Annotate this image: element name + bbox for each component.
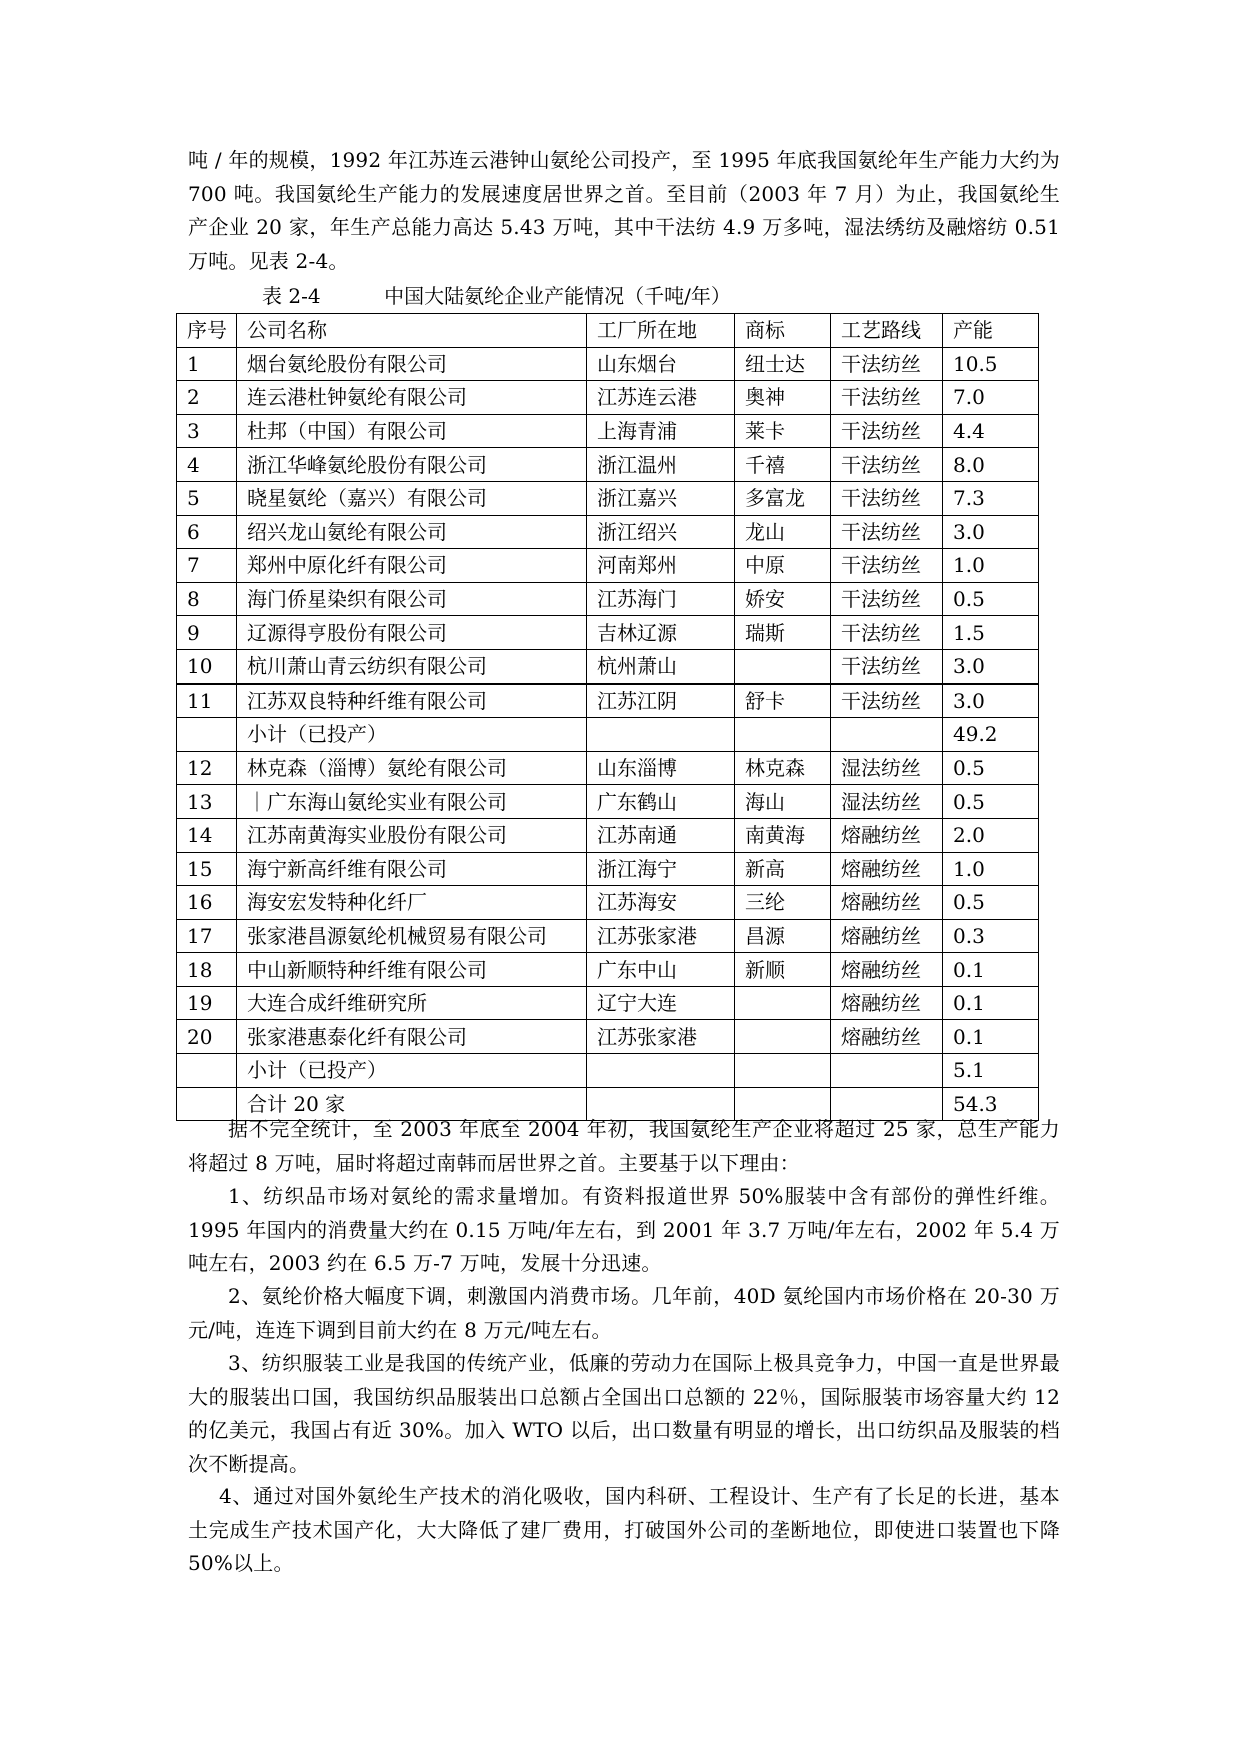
cell-col-index: 6 xyxy=(177,515,237,549)
cell-col-company: 杭川萧山青云纺织有限公司 xyxy=(237,649,587,683)
cell-col-location: 浙江嘉兴 xyxy=(587,481,735,515)
cell-col-index: 8 xyxy=(177,582,237,616)
cell-col-capacity: 0.5 xyxy=(943,886,1039,920)
table-row xyxy=(177,549,1039,583)
cell-col-brand xyxy=(735,1020,831,1054)
cell-col-brand xyxy=(735,986,831,1020)
cell-col-index: 11 xyxy=(177,684,237,718)
cell-col-index: 17 xyxy=(177,919,237,953)
cell-col-index: 16 xyxy=(177,886,237,920)
cell-col-capacity: 3.0 xyxy=(943,649,1039,683)
paragraph-reason-4: 4、通过对国外氨纶生产技术的消化吸收，国内科研、工程设计、生产有了长足的长进，基本土完成生产技术国产化，大大降低了建厂费用，打破国外公司的垄断地位，即使进口装置也下降 50%以上。 xyxy=(188,1484,1060,1575)
cell-col-company: 小计（已投产） xyxy=(237,718,587,752)
cell-col-process: 熔融纺丝 xyxy=(831,1020,943,1054)
cell-col-process: 干法纺丝 xyxy=(831,649,943,683)
cell-col-brand: 新高 xyxy=(735,852,831,886)
cell-col-process: 干法纺丝 xyxy=(831,481,943,515)
table-row xyxy=(177,919,1039,953)
cell-col-location: 浙江海宁 xyxy=(587,852,735,886)
cell-col-capacity: 0.1 xyxy=(943,953,1039,987)
table-row xyxy=(177,684,1039,718)
cell-col-capacity: 0.3 xyxy=(943,919,1039,953)
table-row xyxy=(177,818,1039,852)
cell-col-process: 熔融纺丝 xyxy=(831,953,943,987)
cell-col-index xyxy=(177,1054,237,1088)
cell-col-location: 杭州萧山 xyxy=(587,649,735,683)
cell-col-company: 海宁新高纤维有限公司 xyxy=(237,852,587,886)
cell-col-capacity: 4.4 xyxy=(943,414,1039,448)
cell-col-index xyxy=(177,718,237,752)
cell-col-process: 干法纺丝 xyxy=(831,515,943,549)
cell-col-index: 18 xyxy=(177,953,237,987)
cell-col-location: 山东淄博 xyxy=(587,751,735,785)
cell-col-capacity: 5.1 xyxy=(943,1054,1039,1088)
cell-col-index: 9 xyxy=(177,616,237,650)
cell-col-company: 连云港杜钟氨纶有限公司 xyxy=(237,381,587,415)
cell-col-capacity: 8.0 xyxy=(943,448,1039,482)
cell-col-process: 熔融纺丝 xyxy=(831,818,943,852)
cell-col-brand: 多富龙 xyxy=(735,481,831,515)
cell-col-capacity: 0.5 xyxy=(943,751,1039,785)
cell-col-company: 绍兴龙山氨纶有限公司 xyxy=(237,515,587,549)
table-row xyxy=(177,953,1039,987)
cell-col-capacity: 1.0 xyxy=(943,549,1039,583)
cell-col-brand: 瑞斯 xyxy=(735,616,831,650)
cell-col-brand xyxy=(735,649,831,683)
cell-col-brand: 娇安 xyxy=(735,582,831,616)
cell-col-index: 13 xyxy=(177,785,237,819)
cell-col-location: 广东鹤山 xyxy=(587,785,735,819)
cell-col-location: 江苏张家港 xyxy=(587,919,735,953)
cell-col-location: 上海青浦 xyxy=(587,414,735,448)
cell-col-brand xyxy=(735,1054,831,1088)
header-col-location: 工厂所在地 xyxy=(587,314,735,348)
cell-col-brand: 龙山 xyxy=(735,515,831,549)
cell-col-brand: 千禧 xyxy=(735,448,831,482)
cell-col-index: 14 xyxy=(177,818,237,852)
cell-col-location xyxy=(587,1054,735,1088)
cell-col-process: 干法纺丝 xyxy=(831,616,943,650)
cell-col-location: 江苏江阴 xyxy=(587,684,735,718)
cell-col-process: 干法纺丝 xyxy=(831,448,943,482)
table-row xyxy=(177,785,1039,819)
cell-col-brand: 南黄海 xyxy=(735,818,831,852)
cell-col-capacity: 49.2 xyxy=(943,718,1039,752)
cell-col-capacity: 7.0 xyxy=(943,381,1039,415)
cell-col-company: 江苏南黄海实业股份有限公司 xyxy=(237,818,587,852)
cell-col-location: 浙江温州 xyxy=(587,448,735,482)
cell-col-location: 辽宁大连 xyxy=(587,986,735,1020)
cell-col-brand: 舒卡 xyxy=(735,684,831,718)
cell-col-brand: 林克森 xyxy=(735,751,831,785)
cell-col-capacity: 10.5 xyxy=(943,347,1039,381)
cell-col-location: 广东中山 xyxy=(587,953,735,987)
cell-col-location: 江苏海门 xyxy=(587,582,735,616)
cell-col-company: 中山新顺特种纤维有限公司 xyxy=(237,953,587,987)
capacity-table xyxy=(176,313,1039,1121)
cell-col-location: 山东烟台 xyxy=(587,347,735,381)
cell-col-brand: 三纶 xyxy=(735,886,831,920)
cell-col-capacity: 1.0 xyxy=(943,852,1039,886)
cell-col-capacity: 0.5 xyxy=(943,582,1039,616)
cell-col-company: 张家港惠泰化纤有限公司 xyxy=(237,1020,587,1054)
cell-col-index: 5 xyxy=(177,481,237,515)
header-col-company: 公司名称 xyxy=(237,314,587,348)
cell-col-company: 大连合成纤维研究所 xyxy=(237,986,587,1020)
cell-col-brand: 昌源 xyxy=(735,919,831,953)
cell-col-capacity: 3.0 xyxy=(943,515,1039,549)
cell-col-index: 7 xyxy=(177,549,237,583)
cell-col-process: 干法纺丝 xyxy=(831,347,943,381)
table-row xyxy=(177,1054,1039,1088)
cell-col-index: 19 xyxy=(177,986,237,1020)
table-row xyxy=(177,381,1039,415)
table-row xyxy=(177,886,1039,920)
cell-col-company: ｜广东海山氨纶实业有限公司 xyxy=(237,785,587,819)
table-row xyxy=(177,649,1039,683)
cell-col-index: 1 xyxy=(177,347,237,381)
cell-col-capacity: 0.1 xyxy=(943,1020,1039,1054)
cell-col-capacity: 2.0 xyxy=(943,818,1039,852)
cell-col-company: 晓星氨纶（嘉兴）有限公司 xyxy=(237,481,587,515)
cell-col-capacity: 3.0 xyxy=(943,684,1039,718)
table-row xyxy=(177,718,1039,752)
cell-col-brand: 中原 xyxy=(735,549,831,583)
cell-col-location xyxy=(587,718,735,752)
cell-col-process: 干法纺丝 xyxy=(831,582,943,616)
cell-col-process: 熔融纺丝 xyxy=(831,852,943,886)
cell-col-capacity: 0.1 xyxy=(943,986,1039,1020)
cell-col-process: 熔融纺丝 xyxy=(831,886,943,920)
cell-col-company: 杜邦（中国）有限公司 xyxy=(237,414,587,448)
cell-col-process: 干法纺丝 xyxy=(831,381,943,415)
cell-col-process: 干法纺丝 xyxy=(831,414,943,448)
cell-col-brand: 奥神 xyxy=(735,381,831,415)
cell-col-capacity: 54.3 xyxy=(943,1087,1039,1121)
cell-col-process: 干法纺丝 xyxy=(831,684,943,718)
table-row xyxy=(177,751,1039,785)
cell-col-capacity: 7.3 xyxy=(943,481,1039,515)
cell-col-index: 3 xyxy=(177,414,237,448)
cell-col-brand: 莱卡 xyxy=(735,414,831,448)
table-row xyxy=(177,481,1039,515)
cell-col-process: 湿法纺丝 xyxy=(831,785,943,819)
cell-col-company: 江苏双良特种纤维有限公司 xyxy=(237,684,587,718)
cell-col-location: 江苏张家港 xyxy=(587,1020,735,1054)
cell-col-company: 合计 20 家 xyxy=(237,1087,587,1121)
cell-col-location: 吉林辽源 xyxy=(587,616,735,650)
table-caption: 表 2-4 中国大陆氨纶企业产能情况（千吨/年） xyxy=(262,284,731,308)
table-row xyxy=(177,582,1039,616)
cell-col-company: 林克森（淄博）氨纶有限公司 xyxy=(237,751,587,785)
table-row xyxy=(177,347,1039,381)
cell-col-location: 河南郑州 xyxy=(587,549,735,583)
cell-col-capacity: 1.5 xyxy=(943,616,1039,650)
table-row xyxy=(177,986,1039,1020)
cell-col-process: 熔融纺丝 xyxy=(831,919,943,953)
cell-col-company: 浙江华峰氨纶股份有限公司 xyxy=(237,448,587,482)
cell-col-process xyxy=(831,1054,943,1088)
cell-col-company: 辽源得亨股份有限公司 xyxy=(237,616,587,650)
paragraph-statistics: 据不完全统计，至 2003 年底至 2004 年初，我国氨纶生产企业将超过 25 家，总生产能力将超过 8 万吨，届时将超过南韩而居世界之首。主要基于以下理由： xyxy=(188,1117,1060,1175)
table-row xyxy=(177,414,1039,448)
cell-col-location: 江苏海安 xyxy=(587,886,735,920)
paragraph-reason-3: 3、纺织服装工业是我国的传统产业，低廉的劳动力在国际上极具竞争力，中国一直是世界最大的服装出口国，我国纺织品服装出口总额占全国出口总额的 22％，国际服装市场容量大约 12 的亿美元，我国占有近 30%。加入 WTO 以后，出口数量有明显的增长，出口纺织品及服装的档次不断提高。 xyxy=(188,1351,1060,1476)
cell-col-brand: 新顺 xyxy=(735,953,831,987)
cell-col-location: 江苏连云港 xyxy=(587,381,735,415)
cell-col-brand: 纽士达 xyxy=(735,347,831,381)
cell-col-index: 12 xyxy=(177,751,237,785)
table-row xyxy=(177,1020,1039,1054)
header-col-capacity: 产能 xyxy=(943,314,1039,348)
cell-col-process xyxy=(831,718,943,752)
cell-col-company: 小计（已投产） xyxy=(237,1054,587,1088)
table-row xyxy=(177,448,1039,482)
cell-col-company: 张家港昌源氨纶机械贸易有限公司 xyxy=(237,919,587,953)
cell-col-capacity: 0.5 xyxy=(943,785,1039,819)
cell-col-process: 湿法纺丝 xyxy=(831,751,943,785)
cell-col-index: 15 xyxy=(177,852,237,886)
intro-paragraph: 吨 / 年的规模，1992 年江苏连云港钟山氨纶公司投产，至 1995 年底我国氨纶年生产能力大约为 700 吨。我国氨纶生产能力的发展速度居世界之首。至目前（2003 年 7 月）为止，我国氨纶生产企业 20 家，年生产总能力高达 5.43 万吨，其中干法纺 4.9 万多吨，湿法绣纺及融熔纺 0.51 万吨。见表 2-4。 xyxy=(188,148,1060,273)
paragraph-reason-2: 2、氨纶价格大幅度下调，刺激国内消费市场。几年前，40D 氨纶国内市场价格在 20-30 万元/吨，连连下调到目前大约在 8 万元/吨左右。 xyxy=(188,1284,1060,1342)
header-col-brand: 商标 xyxy=(735,314,831,348)
cell-col-company: 海门侨星染织有限公司 xyxy=(237,582,587,616)
cell-col-brand: 海山 xyxy=(735,785,831,819)
paragraph-reason-1: 1、纺织品市场对氨纶的需求量增加。有资料报道世界 50%服装中含有部份的弹性纤维。1995 年国内的消费量大约在 0.15 万吨/年左右，到 2001 年 3.7 万吨/年左右，2002 年 5.4 万吨左右，2003 约在 6.5 万-7 万吨，发展十分迅速。 xyxy=(188,1184,1060,1275)
cell-col-process: 干法纺丝 xyxy=(831,549,943,583)
table-row xyxy=(177,515,1039,549)
cell-col-index: 2 xyxy=(177,381,237,415)
cell-col-company: 郑州中原化纤有限公司 xyxy=(237,549,587,583)
cell-col-location: 浙江绍兴 xyxy=(587,515,735,549)
table-row xyxy=(177,616,1039,650)
cell-col-company: 海安宏发特种化纤厂 xyxy=(237,886,587,920)
cell-col-index: 20 xyxy=(177,1020,237,1054)
header-col-process: 工艺路线 xyxy=(831,314,943,348)
cell-col-index: 4 xyxy=(177,448,237,482)
table-header-row xyxy=(177,314,1039,348)
cell-col-brand xyxy=(735,718,831,752)
table-row xyxy=(177,852,1039,886)
cell-col-location: 江苏南通 xyxy=(587,818,735,852)
cell-col-company: 烟台氨纶股份有限公司 xyxy=(237,347,587,381)
header-col-index: 序号 xyxy=(177,314,237,348)
cell-col-process: 熔融纺丝 xyxy=(831,986,943,1020)
cell-col-index: 10 xyxy=(177,649,237,683)
